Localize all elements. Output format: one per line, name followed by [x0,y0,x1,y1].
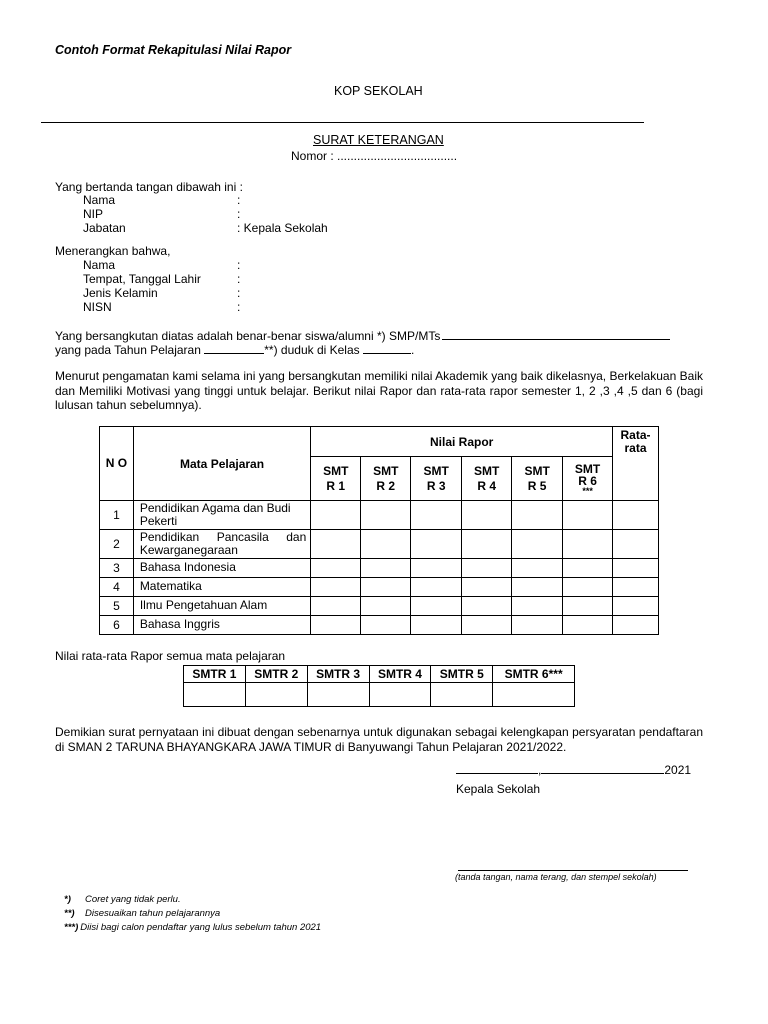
header-smtr-4: SMT R 4 [462,457,512,501]
footnote-1-mark: *) [64,894,71,905]
date-blank [541,763,664,774]
row-subject: Matematika [133,578,310,597]
avg-header-smtr-3: SMTR 3 [307,666,369,683]
class-blank [363,343,411,354]
signer-position-value: : Kepala Sekolah [237,221,328,235]
average-cell[interactable] [613,597,659,616]
header-subject: Mata Pelajaran [133,427,310,501]
grade-cell[interactable] [462,559,512,578]
footnote-3-mark: ***) [64,922,79,933]
signer-position-label: Jabatan [83,221,126,235]
grade-cell[interactable] [411,597,462,616]
student-intro: Menerangkan bahwa, [55,244,171,258]
grade-cell[interactable] [563,597,613,616]
header-smtr-6-mark: *** [582,485,593,496]
student-name-label: Nama [83,258,116,272]
signature-note: (tanda tangan, nama terang, dan stempel sekolah) [455,872,657,882]
grade-cell[interactable] [361,616,411,635]
avg-header-smtr-5: SMTR 5 [431,666,493,683]
grade-cell[interactable] [563,559,613,578]
table-row [100,501,659,530]
letter-number: Nomor : .................................... [291,149,458,163]
grade-cell[interactable] [512,530,563,559]
average-table [183,665,575,707]
kop-divider [41,122,644,123]
avg-cell[interactable] [493,683,575,707]
footnote-3 [64,922,321,933]
avg-header-smtr-6: SMTR 6*** [493,666,575,683]
row-no: 1 [100,501,134,530]
student-nisn-value: : [237,300,241,314]
grade-cell[interactable] [361,578,411,597]
avg-cell[interactable] [245,683,307,707]
signer-name-value: : [237,193,241,207]
statement-period: . [410,343,415,357]
header-smtr-2: SMT R 2 [361,457,411,501]
footnote-2-mark: **) [64,908,75,919]
average-cell[interactable] [613,501,659,530]
grade-cell[interactable] [462,616,512,635]
grade-cell[interactable] [311,501,361,530]
header-nilai-rapor: Nilai Rapor [311,427,613,457]
row-subject: Pendidikan Pancasila dan Kewarganegaraan [133,530,310,559]
header-no: N O [100,427,134,501]
row-subject: Bahasa Indonesia [133,559,310,578]
signature-line [458,870,688,871]
grade-cell[interactable] [311,559,361,578]
avg-cell[interactable] [431,683,493,707]
header-smtr-6 [563,457,613,501]
observation-paragraph: Menurut pengamatan kami selama ini yang bersangkutan memiliki nilai Akademik yang baik dikelasnya, Berkelakuan Baik dan Memiliki Motivasi yang tinggi untuk belajar. Berikut nilai Rapor dan rata-rata rapor semester 1, 2 ,3 ,4 ,5 dan 6 (bagi lulusan tahun sebelumnya). [55,369,703,412]
signer-nip-value: : [237,207,241,221]
grade-cell[interactable] [411,501,462,530]
header-smtr-6-label: SMT R 6 [574,461,601,488]
statement-line-1-text: Yang bersangkutan diatas adalah benar-benar siswa/alumni *) SMP/MTs [55,329,441,343]
signer-nip-label: NIP [83,207,104,221]
avg-header-smtr-2: SMTR 2 [245,666,307,683]
student-gender-label: Jenis Kelamin [83,286,158,300]
table-row [100,530,659,559]
student-birth-label: Tempat, Tanggal Lahir [83,272,201,286]
table-row [100,597,659,616]
row-no: 3 [100,559,134,578]
grade-cell[interactable] [563,530,613,559]
table-row [100,578,659,597]
closing-paragraph: Demikian surat pernyataan ini dibuat dengan sebenarnya untuk digunakan sebagai kelengkapan persyaratan pendaftaran di SMAN 2 TARUNA BHAYANGKARA JAWA TIMUR di Banyuwangi Tahun Pelajaran 2021/2022. [55,725,703,754]
student-name-value: : [237,258,241,272]
letter-title: SURAT KETERANGAN [313,133,444,147]
grade-cell[interactable] [512,578,563,597]
avg-header-smtr-1: SMTR 1 [184,666,246,683]
statement-class-label: **) duduk di Kelas [264,343,360,357]
student-birth-value: : [237,272,241,286]
signer-intro: Yang bertanda tangan dibawah ini : [55,180,243,194]
avg-cell[interactable] [307,683,369,707]
grade-cell[interactable] [462,530,512,559]
grade-cell[interactable] [462,578,512,597]
statement-line-1 [55,329,670,343]
place-blank [456,763,538,774]
row-subject: Bahasa Inggris [133,616,310,635]
smp-blank [442,329,670,340]
header-smtr-3: SMT R 3 [411,457,462,501]
statement-year-label: yang pada Tahun Pelajaran [55,343,201,357]
date-comma: , [538,763,542,777]
row-no: 4 [100,578,134,597]
footnote-2-text: Disesuaikan tahun pelajarannya [85,908,221,919]
grade-cell[interactable] [462,501,512,530]
row-no: 2 [100,530,134,559]
footnote-1-text: Coret yang tidak perlu. [85,894,181,905]
grade-cell[interactable] [411,578,462,597]
header-smtr-1: SMT R 1 [311,457,361,501]
average-label: Nilai rata-rata Rapor semua mata pelajaran [55,649,286,663]
avg-header-smtr-4: SMTR 4 [369,666,431,683]
header-smtr-5: SMT R 5 [512,457,563,501]
footnote-3-text: Diisi bagi calon pendaftar yang lulus sebelum tahun 2021 [80,922,322,933]
average-cell[interactable] [613,559,659,578]
student-nisn-label: NISN [83,300,112,314]
grade-cell[interactable] [311,616,361,635]
footnote-2 [64,908,220,919]
grade-cell[interactable] [563,616,613,635]
average-cell[interactable] [613,578,659,597]
grade-cell[interactable] [512,501,563,530]
grade-cell[interactable] [311,578,361,597]
table-row [100,616,659,635]
statement-line-2 [55,343,414,357]
grade-cell[interactable] [462,597,512,616]
avg-cell[interactable] [184,683,246,707]
grade-cell[interactable] [512,616,563,635]
table-row [100,559,659,578]
grade-cell[interactable] [512,559,563,578]
signer-name-label: Nama [83,193,116,207]
row-subject: Ilmu Pengetahuan Alam [133,597,310,616]
grades-table [99,426,659,635]
student-gender-value: : [237,286,241,300]
grade-cell[interactable] [411,616,462,635]
grade-cell[interactable] [361,501,411,530]
grade-cell[interactable] [563,501,613,530]
grade-cell[interactable] [361,597,411,616]
kop-sekolah: KOP SEKOLAH [334,84,423,98]
signature-role: Kepala Sekolah [456,782,541,796]
footnote-1 [64,894,181,905]
row-no: 6 [100,616,134,635]
signature-year: 2021 [664,763,692,777]
grade-cell[interactable] [311,597,361,616]
grade-cell[interactable] [361,559,411,578]
grade-cell[interactable] [411,559,462,578]
grade-cell[interactable] [411,530,462,559]
grade-cell[interactable] [563,578,613,597]
avg-cell[interactable] [369,683,431,707]
average-cell[interactable] [613,530,659,559]
row-subject: Pendidikan Agama dan Budi Pekerti [133,501,310,530]
row-no: 5 [100,597,134,616]
document-title: Contoh Format Rekapitulasi Nilai Rapor [55,43,292,57]
average-cell[interactable] [613,616,659,635]
year-blank [204,343,264,354]
signature-date-line [456,763,691,777]
grade-cell[interactable] [311,530,361,559]
header-average: Rata-rata [613,427,659,501]
grade-cell[interactable] [361,530,411,559]
grade-cell[interactable] [512,597,563,616]
